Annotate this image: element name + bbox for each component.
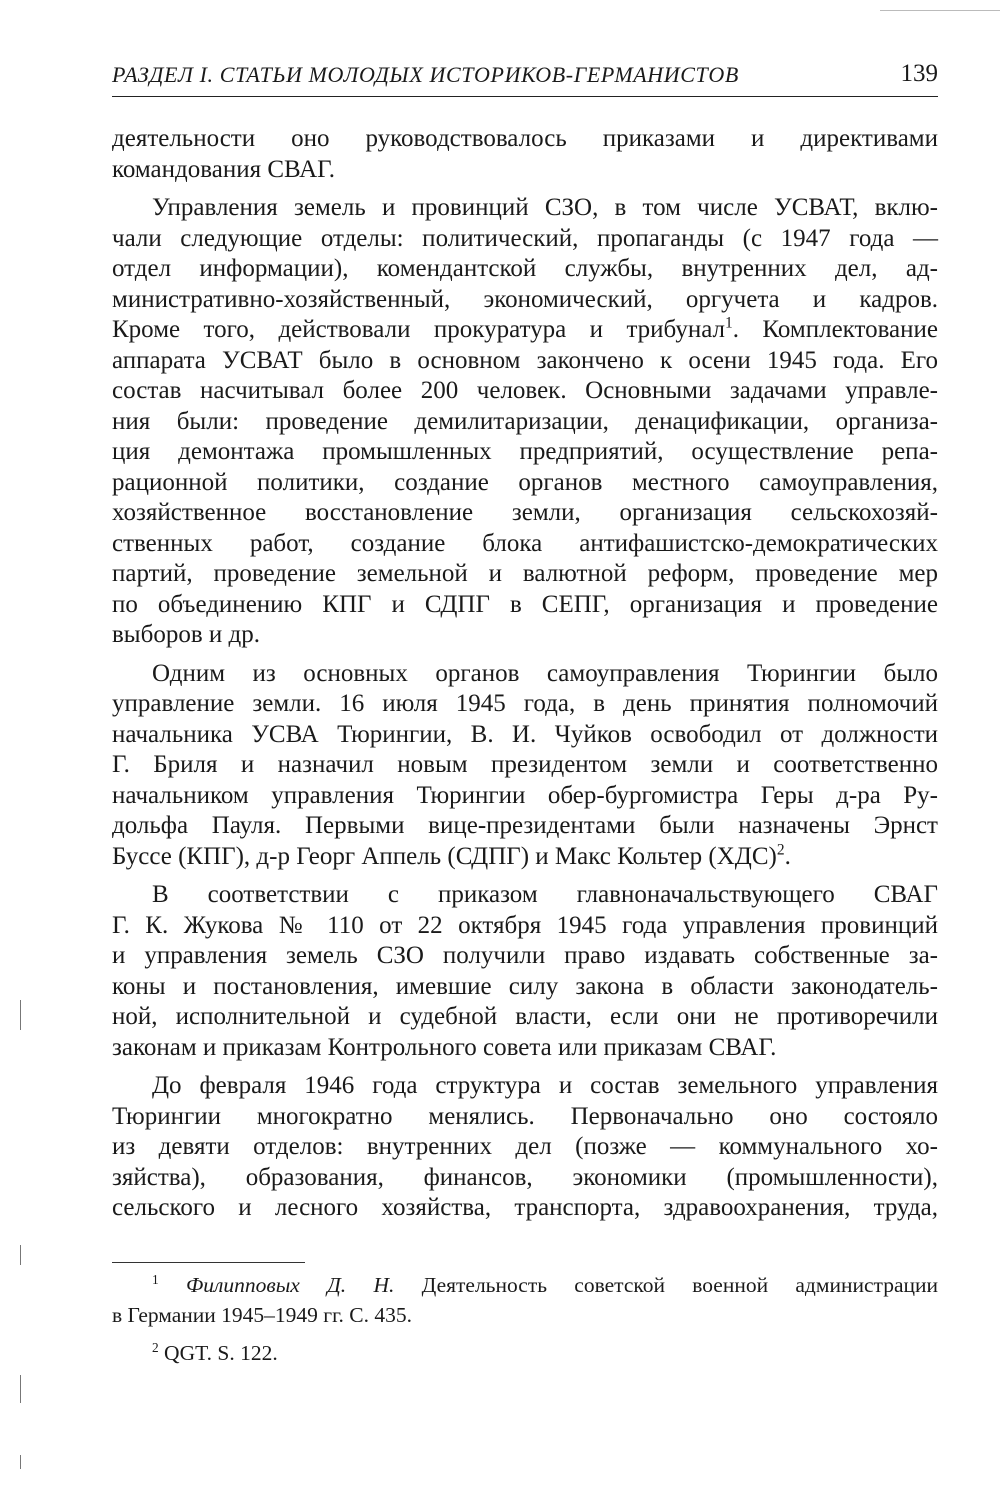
footnote [112, 1338, 938, 1368]
paragraph [112, 1071, 938, 1224]
footnote-ref: 2 [776, 841, 785, 859]
text-line: отдел информации), комендантской службы, внутренних дел, ад- [112, 255, 938, 282]
text-line: коны и постановления, имевшие силу закона в области законодатель- [112, 972, 938, 1000]
footnote-text: Деятельность советской военной администрации [394, 1273, 939, 1297]
footnote-line [112, 1338, 938, 1368]
scan-margin-mark [20, 1455, 21, 1469]
text-line: аппарата УСВАТ было в основном закончено к осени 1945 года. Его [112, 346, 938, 374]
text-line: Одним из основных органов самоуправления Тюрингии было [152, 659, 938, 687]
text-line: управление земли. 16 июля 1945 года, в день принятия полномочий [112, 690, 938, 717]
footnote-line [112, 1270, 938, 1300]
paragraph [112, 880, 938, 1063]
text-line: начальником управления Тюрингии обер-бургомистра Геры д-ра Ру- [112, 781, 938, 809]
text-fragment: Кроме того, действовали прокуратура и трибунал [112, 316, 725, 343]
text-fragment: Буссе (КПГ), д-р Георг Аппель (СДПГ) и Макс Кольтер (ХДС) [112, 842, 777, 870]
footnote-number: 1 [152, 1271, 159, 1287]
footnote-number: 2 [152, 1339, 159, 1355]
paragraph [112, 124, 938, 185]
paragraph [112, 659, 938, 873]
main-text [112, 124, 938, 1224]
footnote [112, 1270, 938, 1330]
text-line: Управления земель и провинций СЗО, в том числе УСВАТ, вклю- [152, 194, 938, 221]
footnote-separator [112, 1262, 305, 1263]
text-line: хозяйственное восстановление земли, организация сельскохозяй- [112, 499, 938, 526]
text-line: из девяти отделов: внутренних дел (позже — коммунального хо- [112, 1133, 938, 1160]
text-line: ция демонтажа промышленных предприятий, осуществление репа- [112, 438, 938, 465]
footnote-line: в Германии 1945–1949 гг. С. 435. [112, 1303, 412, 1327]
text-line: чали следующие отделы: политический, пропаганды (с 1947 года — [112, 224, 938, 252]
text-line: рационной политики, создание органов местного самоуправления, [112, 468, 938, 496]
text-line-with-footnote [112, 842, 938, 873]
text-line: ной, исполнительной и судебной власти, если они не противоречили [112, 1003, 938, 1030]
running-header [112, 52, 938, 97]
footnote-ref: 1 [725, 314, 733, 332]
text-line: зяйства), образования, финансов, экономики (промышленности), [112, 1163, 938, 1191]
text-line: выборов и др. [112, 621, 260, 648]
footnotes [112, 1270, 938, 1368]
text-line: и управления земель СЗО получили право издавать собственные за- [112, 942, 938, 969]
text-line: законам и приказам Контрольного совета или приказам СВАГ. [112, 1033, 777, 1061]
text-line: командования СВАГ. [112, 155, 336, 183]
text-line: дольфа Пауля. Первыми вице-президентами были назначены Эрнст [112, 812, 938, 839]
text-line: В соответствии с приказом главноначальствующего СВАГ [152, 881, 938, 908]
text-line: ния были: проведение демилитаризации, денацификации, организа- [112, 407, 938, 435]
scan-margin-mark [20, 1245, 21, 1265]
text-line: ственных работ, создание блока антифашистско-демократических [112, 529, 938, 557]
text-line: Г. К. Жукова № 110 от 22 октября 1945 года управления провинций [112, 911, 938, 939]
paragraph [112, 193, 938, 651]
text-line: начальника УСВА Тюрингии, В. И. Чуйков освободил от должности [112, 720, 938, 748]
text-line: сельского и лесного хозяйства, транспорта, здравоохранения, труда, [112, 1194, 938, 1221]
scan-margin-mark [20, 1375, 21, 1403]
text-fragment: . Комплектование [732, 316, 938, 343]
running-title: РАЗДЕЛ I. СТАТЬИ МОЛОДЫХ ИСТОРИКОВ-ГЕРМАНИСТОВ [112, 62, 739, 87]
text-line: Г. Бриля и назначил новым президентом земли и соответственно [112, 751, 938, 778]
footnote-text: QGT. S. 122. [158, 1341, 278, 1365]
page-number: 139 [900, 60, 938, 87]
text-line: министративно-хозяйственный, экономический, оргучета и кадров. [112, 285, 938, 313]
text-line: по объединению КПГ и СДПГ в СЕПГ, организация и проведение [112, 590, 938, 618]
text-line: Тюрингии многократно менялись. Первоначально оно состояло [112, 1102, 938, 1130]
scan-margin-mark [20, 1000, 21, 1030]
text-line-with-footnote [112, 315, 938, 346]
text-line: деятельности оно руководствовалось приказами и директивами [112, 125, 938, 152]
scan-artifact-line [880, 10, 1000, 11]
footnote-author: Филипповых Д. Н. [185, 1273, 395, 1297]
text-fragment: . [784, 842, 791, 870]
text-line: До февраля 1946 года структура и состав земельного управления [152, 1072, 938, 1099]
text-line: состав насчитывал более 200 человек. Основными задачами управле- [112, 377, 938, 404]
text-line: партий, проведение земельной и валютной реформ, проведение мер [112, 560, 938, 587]
